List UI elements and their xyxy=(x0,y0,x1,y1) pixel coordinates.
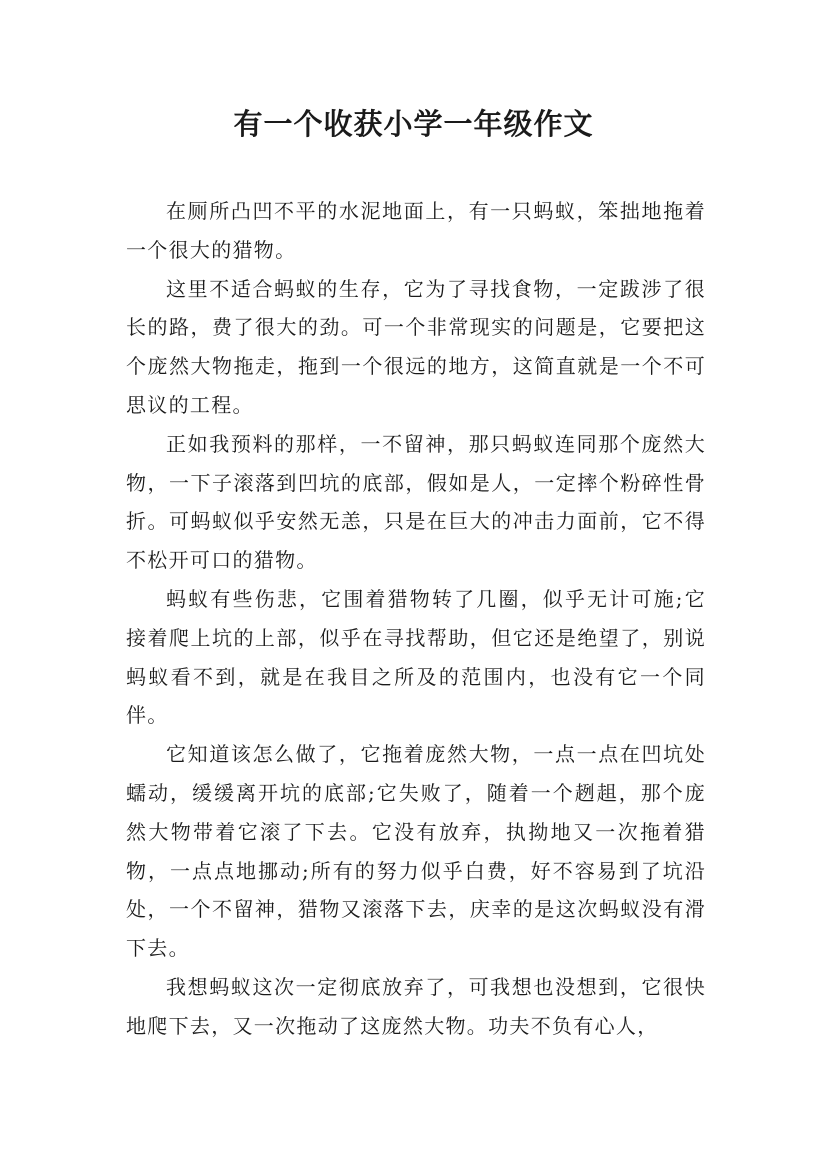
paragraph: 蚂蚁有些伤悲，它围着猎物转了几圈，似乎无计可施;它接着爬上坑的上部，似乎在寻找帮助，但它还是绝望了，别说蚂蚁看不到，就是在我目之所及的范围内，也没有它一个同伴。 xyxy=(126,586,706,728)
paragraph: 它知道该怎么做了，它拖着庞然大物，一点一点在凹坑处蠕动，缓缓离开坑的底部;它失败了，随着一个趔趄，那个庞然大物带着它滚了下去。它没有放弃，执拗地又一次拖着猎物，一点点地挪动;所有的努力似乎白费，好不容易到了坑沿处，一个不留神，猎物又滚落下去，庆幸的是这次蚂蚁没有滑下去。 xyxy=(126,742,706,961)
paragraph: 在厕所凸凹不平的水泥地面上，有一只蚂蚁，笨拙地拖着一个很大的猎物。 xyxy=(126,199,706,262)
paragraph: 这里不适合蚂蚁的生存，它为了寻找食物，一定跋涉了很长的路，费了很大的劲。可一个非常现实的问题是，它要把这个庞然大物拖走，拖到一个很远的地方，这简直就是一个不可思议的工程。 xyxy=(126,276,706,417)
document-body xyxy=(126,192,706,1046)
paragraph: 正如我预料的那样，一不留神，那只蚂蚁连同那个庞然大物，一下子滚落到凹坑的底部，假如是人，一定摔个粉碎性骨折。可蚂蚁似乎安然无恙，只是在巨大的冲击力面前，它不得不松开可口的猎物。 xyxy=(126,431,706,573)
document-title: 有一个收获小学一年级作文 xyxy=(233,107,594,141)
paragraph: 我想蚂蚁这次一定彻底放弃了，可我想也没想到，它很快地爬下去，又一次拖动了这庞然大物。功夫不负有心人， xyxy=(126,974,706,1038)
